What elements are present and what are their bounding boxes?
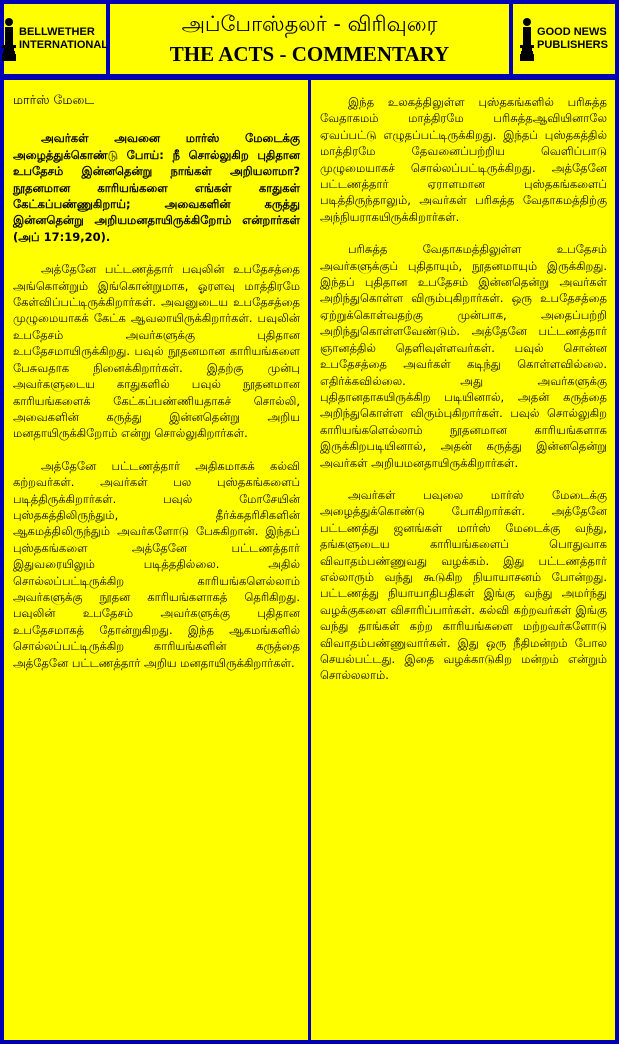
section-heading: மார்ஸ் மேடை xyxy=(13,92,95,107)
right-paragraph-2: பரிசுத்த வேதாகமத்திலுள்ள உபதேசம் அவர்களுக்குப் புதிதாயும், நூதனமாயும் இருக்கிறது. இந்தப் புதிதான உபதேசம் இன்னதென்று அவர்கள் அறிந்துகொள்ள விரும்புகிறார்கள். ஒரு உபதேசத்தை ஏற்றுக்கொள்வதற்கு முன்பாக, அதைப்பற்றி அறிந்துகொள்ளவேண்டும். அத்தேனே பட்டணத்தார் ஞானத்தில் தெளிவுள்ளவர்கள். பவுல் சொன்ன உபதேசத்தை அவர்கள் கடிந்து கொள்ளவில்லை. எதிர்க்கவில்லை. அது அவர்களுக்கு புதிதானதாகயிருக்கிற படியினால், அதன் கருத்தை அறிந்துகொள்ள விரும்புகிறார்கள். பவுல் சொல்லுகிற காரியங்களெல்லாம் நூதனமான காரியங்களாக இருக்கிறபடியினால், அதன் கருத்து இன்னதென்று அவர்கள் அறியமனதாயிருக்கிறார்கள். xyxy=(320,242,607,470)
bellwether-figure-icon xyxy=(2,17,16,61)
header-title-panel xyxy=(110,4,509,74)
right-paragraph-1: இந்த உலகத்திலுள்ள புஸ்தகங்களில் பரிசுத்த வேதாகமம் மாத்திரமே பரிசுத்தஆவியினாலே ஏவப்பட்டு எழுதப்பட்டிருக்கிறது. இந்தப் புஸ்தகத்தில் மாத்திரமே தேவனைப்பற்றிய வெளிப்பாடு முழுமையாகச் சொல்லப்பட்டிருக்கிறது. அத்தேனே பட்டணத்தார் ஏராளமான புஸ்தகங்களைப் படித்திருந்தாலும், அவர்கள் பரிசுத்த வேதாகமத்திற்கு அந்நியராகயிருக்கிறார்கள். xyxy=(320,95,607,224)
right-paragraph-3: அவர்கள் பவுலை மார்ஸ் மேடைக்கு அழைத்துக்கொண்டு போகிறார்கள். அத்தேனே பட்டணத்து ஜனங்கள் மார்ஸ் மேடைக்கு வந்து, தங்களுடைய காரியங்களைப் பொதுவாக விவாதம்பண்ணுவது வழக்கம். இது பட்டணத்தார் எல்லாரும் வந்து கூடுகிற நியாயாசனம் போன்றது. பட்டணத்து நியாயாதிபதிகள் இங்கு வந்து அமர்ந்து வழக்குகளை விசாரிப்பார்கள். கல்வி கற்றவர்கள் இங்கு வந்து தாங்கள் கற்ற காரியங்களை மற்றவர்களோடு விவாதம்பண்ணுவார்கள். இது ஒரு நீதிமன்றம் போல செயல்பட்டது. இதை வழக்காடுகிற மன்றம் என்றும் சொல்லலாம். xyxy=(320,487,607,683)
bellwether-logo xyxy=(4,4,109,74)
good-news-figure-icon xyxy=(520,17,534,61)
right-logo-line-1: GOOD NEWS xyxy=(537,26,607,38)
left-logo-line-2: INTERNATIONAL xyxy=(19,39,109,51)
right-column xyxy=(311,80,615,1040)
left-paragraph-2: அத்தேனே பட்டணத்தார் அதிகமாகக் கல்வி கற்றவர்கள். அவர்கள் பல புஸ்தகங்களைப் படித்திருக்கிறார்கள். பவுல் மோசேயின் புஸ்தகத்திலிருந்தும், தீர்க்கதரிசிகளின் ஆகமத்திலிருந்தும் அவர்களோடு பேசுகிறான். இந்தப் புஸ்தகங்களை அத்தேனே பட்டணத்தார் இதுவரையிலும் படித்ததில்லை. அதில் சொல்லப்பட்டிருக்கிற காரியங்களெல்லாம் அவர்களுக்கு நூதன காரியங்களாகத் தெரிகிறது. பவுலின் உபதேசம் அவர்களுக்கு புதிதான உபதேசமாகத் தோன்றுகிறது. இந்த ஆகமங்களில் சொல்லப்பட்டிருக்கிற காரியங்களின் கருத்தை அத்தேனே பட்டணத்தார் அறிய மனதாயிருக்கிறார்கள். xyxy=(13,458,300,670)
scripture-quote: அவர்கள் அவனை மார்ஸ் மேடைக்கு அழைத்துக்கொண்டு போய்: நீ சொல்லுகிற புதிதான உபதேசம் இன்னதென்று நாங்கள் அறியலாமா? நூதனமான காரியங்களை எங்கள் காதுகள் கேட்கப்பண்ணுகிறாய்; அவைகளின் கருத்து இன்னதென்று அறியமனதாயிருக்கிறோம் என்றார்கள் (அப் 17:19,20). xyxy=(13,131,300,244)
left-logo-line-1: BELLWETHER xyxy=(19,26,95,38)
good-news-logo xyxy=(513,4,615,74)
title-tamil: அப்போஸ்தலர் - விரிவுரை xyxy=(181,12,438,36)
left-column xyxy=(4,80,308,1040)
left-paragraph-1: அத்தேனே பட்டணத்தார் பவுலின் உபதேசத்தை அங்கொன்றும் இங்கொன்றுமாக, ஓரளவு மாத்திரமே கேள்விப்பட்டிருக்கிறார்கள். அவனுடைய உபதேசத்தை முழுமையாகக் கேட்க ஆவலாயிருக்கிறார்கள். பவுலின் உபதேசம் அவர்களுக்கு புதிதான உபதேசமாயிருக்கிறது. பவுல் நூதனமான காரியங்களை பேசுவதாக நினைக்கிறார்கள். இதற்கு முன்பு அவர்களுடைய காதுகளில் பவுல் நூதனமான காரியங்களைக் கேட்கப்பண்ணியதாகச் சொல்லி, அவைகளின் கருத்து இன்னதென்று அறிய மனதாயிருக்கிறோம் என்று சொல்லுகிறார்கள். xyxy=(13,262,300,441)
right-logo-line-2: PUBLISHERS xyxy=(537,39,608,51)
title-english: THE ACTS - COMMENTARY xyxy=(169,42,450,66)
